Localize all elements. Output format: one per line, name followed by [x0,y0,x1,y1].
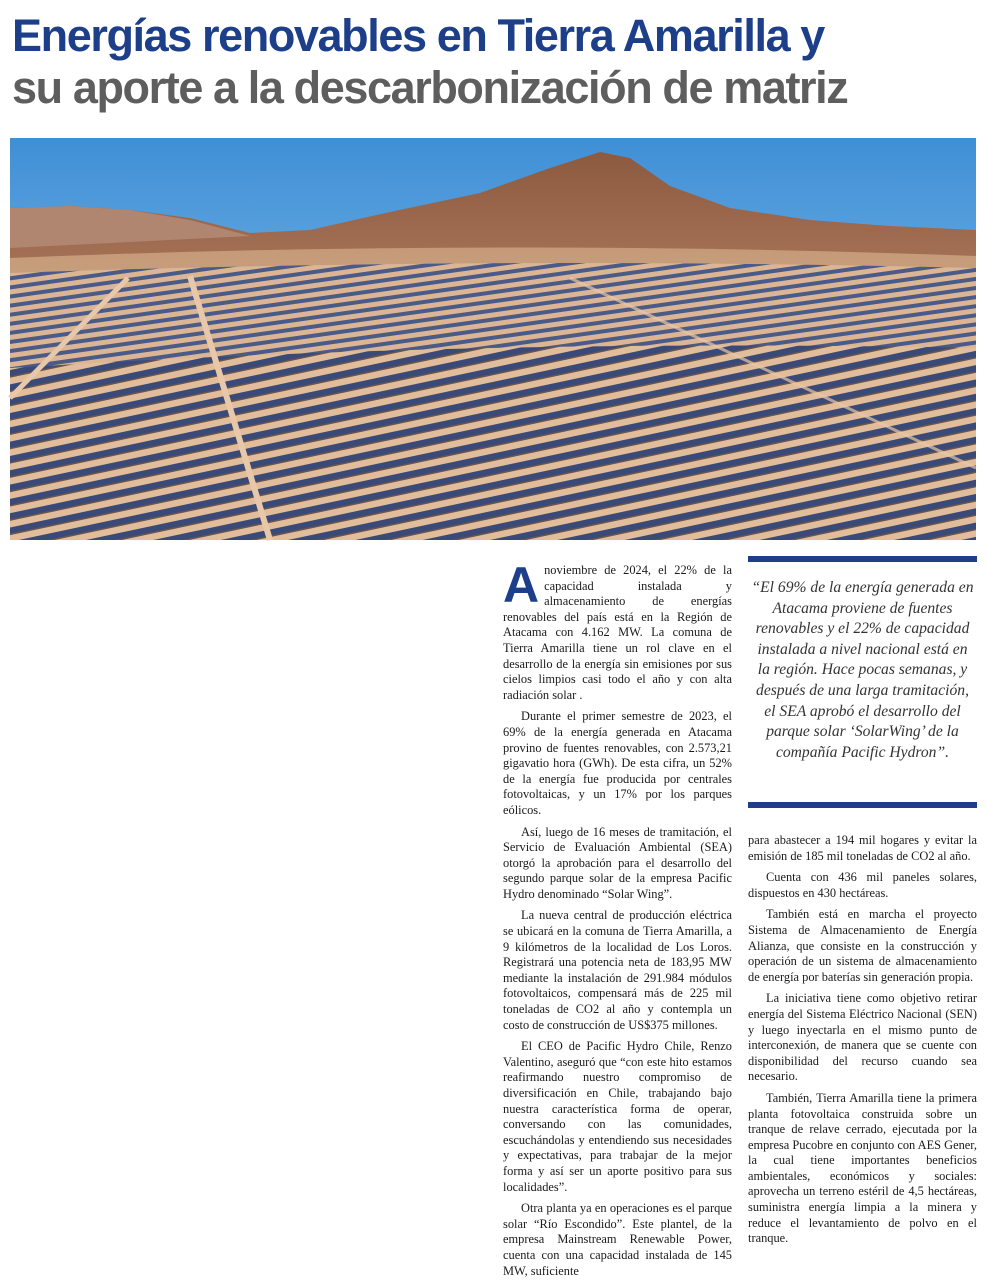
pull-quote [748,556,977,808]
pull-quote-text: “El 69% de la energía generada en Atacama proviene de fuentes renovables y el 22% de capacidad instalada a nivel nacional está en la región. Hace pocas semanas, y después de una larga tramitación, el SEA aprobó el desarrollo del parque solar ‘SolarWing’ de la compañía Pacific Hydron”. [751,579,974,761]
headline-line-1: Energías renovables en Tierra Amarilla y [12,10,824,61]
paragraph: También está en marcha el proyecto Sistema de Almacenamiento de Energía Alianza, que consiste en la construcción y operación de un sistema de almacenamiento de energía por baterías sin generación propia. [748,907,977,984]
paragraph: Así, luego de 16 meses de tramitación, el Servicio de Evaluación Ambiental (SEA) otorgó la aprobación para el desarrollo del segundo parque solar de la empresa Pacific Hydro denominado “Solar Wing”. [503,824,732,901]
paragraph: También, Tierra Amarilla tiene la primera planta fotovoltaica construida sobre un tranque de relave cerrado, ejecutada por la empresa Pucobre en conjunto con AES Gener, la cual tiene importantes beneficios ambientales, económicos y sociales: aprovecha un terreno estéril de 4,5 hectáreas, suministra energía limpia a la minera y reduce el levantamiento de polvo en el tranque. [748,1090,978,1246]
headline-line-2: su aporte a la descarbonización de matriz [12,62,848,113]
paragraph: para abastecer a 194 mil hogares y evitar la emisión de 185 mil toneladas de CO2 al año. [748,833,977,863]
paragraph: La nueva central de producción eléctrica se ubicará en la comuna de Tierra Amarilla, a 9 kilómetros de la localidad de Los Loros. Registrará una potencia neta de 183,95 MW mediante la instalación de 291.984 módulos fotovoltaicos, compensará más de 225 mil toneladas de CO2 al año y contempla un costo de construcción de US$375 millones. [503,908,732,1032]
article-column-1 [503,557,732,1285]
solar-farm-photo [10,138,976,540]
paragraph: El CEO de Pacific Hydro Chile, Renzo Valentino, aseguró que “con este hito estamos reafirmando nuestro compromiso de diversificación en Chile, trabajando bajo nuestra característica forma de operar, conversando con las comunidades, escuchándolas y entendiendo sus necesidades y expectativas, para trabajar de la mejor forma y así ser un aporte positivo para sus localidades”. [503,1039,732,1194]
paragraph: Anoviembre de 2024, el 22% de la capacidad instalada y almacenamiento de energías renovables del país está en la Región de Atacama con 4.162 MW. La comuna de Tierra Amarilla tiene un rol clave en el desarrollo de la energía sin emisiones por sus cielos limpios casi todo el año y con alta radiación solar . [503,557,732,702]
paragraph: Cuenta con 436 mil paneles solares, dispuestos en 430 hectáreas. [748,870,977,900]
paragraph: Durante el primer semestre de 2023, el 69% de la energía generada en Atacama provino de fuentes renovables, con 2.573,21 gigavatio hora (GWh). De esta cifra, un 52% de la energía fue producida por centrales fotovoltaicas, y un 17% por los parques eólicos. [503,709,732,817]
paragraph: La iniciativa tiene como objetivo retirar energía del Sistema Eléctrico Nacional (SEN) y luego inyectarla en el mismo punto de interconexión, de manera que se cuente con disponibilidad del recurso cuando sea necesario. [748,991,977,1084]
headline [12,10,977,114]
paragraph: Otra planta ya en operaciones es el parque solar “Río Escondido”. Este plantel, de la empresa Mainstream Renewable Power, cuenta con una capacidad instalada de 145 MW, suficiente [503,1201,732,1278]
article-column-2 [748,833,977,1253]
drop-cap: A [503,557,540,613]
